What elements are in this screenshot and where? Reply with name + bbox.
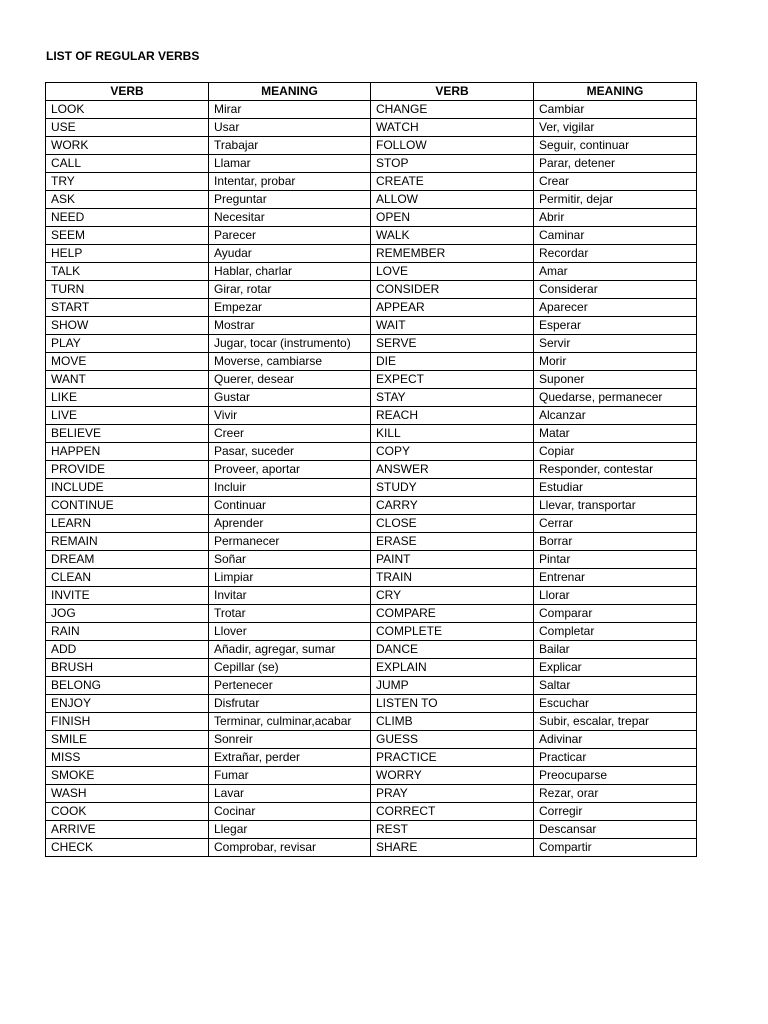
- meaning-cell: Saltar: [534, 677, 697, 695]
- header-meaning-2: MEANING: [534, 83, 697, 101]
- header-verb-2: VERB: [371, 83, 534, 101]
- verb-cell: TURN: [46, 281, 209, 299]
- verb-cell: PROVIDE: [46, 461, 209, 479]
- verb-cell: ANSWER: [371, 461, 534, 479]
- meaning-cell: Adivinar: [534, 731, 697, 749]
- meaning-cell: Preocuparse: [534, 767, 697, 785]
- meaning-cell: Suponer: [534, 371, 697, 389]
- table-row: [46, 461, 697, 479]
- meaning-cell: Rezar, orar: [534, 785, 697, 803]
- verb-cell: LIVE: [46, 407, 209, 425]
- table-body: [46, 101, 697, 857]
- verb-cell: EXPECT: [371, 371, 534, 389]
- meaning-cell: Entrenar: [534, 569, 697, 587]
- verb-cell: FINISH: [46, 713, 209, 731]
- verb-cell: CHANGE: [371, 101, 534, 119]
- verb-cell: HELP: [46, 245, 209, 263]
- verb-cell: DIE: [371, 353, 534, 371]
- verb-cell: BELONG: [46, 677, 209, 695]
- meaning-cell: Parar, detener: [534, 155, 697, 173]
- meaning-cell: Intentar, probar: [209, 173, 371, 191]
- meaning-cell: Seguir, continuar: [534, 137, 697, 155]
- meaning-cell: Hablar, charlar: [209, 263, 371, 281]
- verb-cell: SHOW: [46, 317, 209, 335]
- table-row: [46, 227, 697, 245]
- verb-cell: SEEM: [46, 227, 209, 245]
- meaning-cell: Incluir: [209, 479, 371, 497]
- meaning-cell: Copiar: [534, 443, 697, 461]
- meaning-cell: Llover: [209, 623, 371, 641]
- table-header-row: [46, 83, 697, 101]
- meaning-cell: Ayudar: [209, 245, 371, 263]
- table-row: [46, 767, 697, 785]
- meaning-cell: Servir: [534, 335, 697, 353]
- table-row: [46, 137, 697, 155]
- verb-cell: DREAM: [46, 551, 209, 569]
- table-row: [46, 407, 697, 425]
- verb-cell: PAINT: [371, 551, 534, 569]
- verb-cell: REACH: [371, 407, 534, 425]
- verb-cell: CONSIDER: [371, 281, 534, 299]
- verb-cell: USE: [46, 119, 209, 137]
- table-row: [46, 569, 697, 587]
- verb-cell: BELIEVE: [46, 425, 209, 443]
- verb-cell: CRY: [371, 587, 534, 605]
- verb-cell: SERVE: [371, 335, 534, 353]
- meaning-cell: Comprobar, revisar: [209, 839, 371, 857]
- table-row: [46, 731, 697, 749]
- table-row: [46, 281, 697, 299]
- verb-cell: LOVE: [371, 263, 534, 281]
- verb-cell: STAY: [371, 389, 534, 407]
- meaning-cell: Creer: [209, 425, 371, 443]
- meaning-cell: Pasar, suceder: [209, 443, 371, 461]
- meaning-cell: Proveer, aportar: [209, 461, 371, 479]
- verb-cell: CORRECT: [371, 803, 534, 821]
- meaning-cell: Trotar: [209, 605, 371, 623]
- verb-cell: LOOK: [46, 101, 209, 119]
- meaning-cell: Querer, desear: [209, 371, 371, 389]
- meaning-cell: Usar: [209, 119, 371, 137]
- verb-cell: SMILE: [46, 731, 209, 749]
- meaning-cell: Necesitar: [209, 209, 371, 227]
- verb-cell: STUDY: [371, 479, 534, 497]
- meaning-cell: Esperar: [534, 317, 697, 335]
- meaning-cell: Mirar: [209, 101, 371, 119]
- verb-cell: GUESS: [371, 731, 534, 749]
- meaning-cell: Quedarse, permanecer: [534, 389, 697, 407]
- table-row: [46, 587, 697, 605]
- table-row: [46, 605, 697, 623]
- table-row: [46, 389, 697, 407]
- verb-cell: CONTINUE: [46, 497, 209, 515]
- meaning-cell: Lavar: [209, 785, 371, 803]
- meaning-cell: Soñar: [209, 551, 371, 569]
- meaning-cell: Limpiar: [209, 569, 371, 587]
- meaning-cell: Completar: [534, 623, 697, 641]
- meaning-cell: Bailar: [534, 641, 697, 659]
- meaning-cell: Practicar: [534, 749, 697, 767]
- verb-cell: ASK: [46, 191, 209, 209]
- verb-cell: COOK: [46, 803, 209, 821]
- meaning-cell: Compartir: [534, 839, 697, 857]
- verb-cell: COMPLETE: [371, 623, 534, 641]
- verb-cell: ADD: [46, 641, 209, 659]
- table-row: [46, 155, 697, 173]
- meaning-cell: Recordar: [534, 245, 697, 263]
- table-row: [46, 713, 697, 731]
- meaning-cell: Matar: [534, 425, 697, 443]
- verb-cell: LISTEN TO: [371, 695, 534, 713]
- meaning-cell: Invitar: [209, 587, 371, 605]
- verb-cell: DANCE: [371, 641, 534, 659]
- meaning-cell: Parecer: [209, 227, 371, 245]
- meaning-cell: Crear: [534, 173, 697, 191]
- verb-cell: ALLOW: [371, 191, 534, 209]
- verb-cell: NEED: [46, 209, 209, 227]
- verb-cell: WATCH: [371, 119, 534, 137]
- meaning-cell: Moverse, cambiarse: [209, 353, 371, 371]
- verb-cell: PRAY: [371, 785, 534, 803]
- verb-cell: INCLUDE: [46, 479, 209, 497]
- meaning-cell: Explicar: [534, 659, 697, 677]
- verb-cell: JUMP: [371, 677, 534, 695]
- meaning-cell: Cerrar: [534, 515, 697, 533]
- meaning-cell: Permanecer: [209, 533, 371, 551]
- verb-cell: MOVE: [46, 353, 209, 371]
- verb-cell: EXPLAIN: [371, 659, 534, 677]
- meaning-cell: Abrir: [534, 209, 697, 227]
- meaning-cell: Aparecer: [534, 299, 697, 317]
- meaning-cell: Permitir, dejar: [534, 191, 697, 209]
- verb-cell: CLEAN: [46, 569, 209, 587]
- table-row: [46, 497, 697, 515]
- meaning-cell: Escuchar: [534, 695, 697, 713]
- verb-cell: LEARN: [46, 515, 209, 533]
- table-row: [46, 785, 697, 803]
- table-row: [46, 749, 697, 767]
- verb-cell: SHARE: [371, 839, 534, 857]
- verb-cell: TALK: [46, 263, 209, 281]
- verb-cell: PLAY: [46, 335, 209, 353]
- table-row: [46, 191, 697, 209]
- table-row: [46, 263, 697, 281]
- meaning-cell: Continuar: [209, 497, 371, 515]
- table-row: [46, 353, 697, 371]
- table-row: [46, 335, 697, 353]
- meaning-cell: Empezar: [209, 299, 371, 317]
- header-verb-1: VERB: [46, 83, 209, 101]
- table-row: [46, 425, 697, 443]
- verb-cell: HAPPEN: [46, 443, 209, 461]
- verb-cell: FOLLOW: [371, 137, 534, 155]
- meaning-cell: Borrar: [534, 533, 697, 551]
- verb-cell: CLOSE: [371, 515, 534, 533]
- verb-cell: WAIT: [371, 317, 534, 335]
- meaning-cell: Responder, contestar: [534, 461, 697, 479]
- verb-cell: OPEN: [371, 209, 534, 227]
- table-row: [46, 479, 697, 497]
- verb-cell: COMPARE: [371, 605, 534, 623]
- meaning-cell: Fumar: [209, 767, 371, 785]
- meaning-cell: Extrañar, perder: [209, 749, 371, 767]
- verb-cell: CARRY: [371, 497, 534, 515]
- meaning-cell: Comparar: [534, 605, 697, 623]
- meaning-cell: Cambiar: [534, 101, 697, 119]
- table-row: [46, 533, 697, 551]
- verb-cell: REMEMBER: [371, 245, 534, 263]
- verbs-table: [45, 82, 697, 857]
- table-row: [46, 839, 697, 857]
- meaning-cell: Caminar: [534, 227, 697, 245]
- table-row: [46, 659, 697, 677]
- verb-cell: PRACTICE: [371, 749, 534, 767]
- meaning-cell: Llevar, transportar: [534, 497, 697, 515]
- meaning-cell: Añadir, agregar, sumar: [209, 641, 371, 659]
- verb-cell: REST: [371, 821, 534, 839]
- verb-cell: MISS: [46, 749, 209, 767]
- verb-cell: ERASE: [371, 533, 534, 551]
- meaning-cell: Ver, vigilar: [534, 119, 697, 137]
- meaning-cell: Llorar: [534, 587, 697, 605]
- table-row: [46, 803, 697, 821]
- table-row: [46, 173, 697, 191]
- meaning-cell: Gustar: [209, 389, 371, 407]
- verb-cell: START: [46, 299, 209, 317]
- verb-cell: JOG: [46, 605, 209, 623]
- document-title: LIST OF REGULAR VERBS: [46, 49, 200, 63]
- meaning-cell: Alcanzar: [534, 407, 697, 425]
- verb-cell: WORK: [46, 137, 209, 155]
- meaning-cell: Llegar: [209, 821, 371, 839]
- table-row: [46, 119, 697, 137]
- verb-cell: STOP: [371, 155, 534, 173]
- meaning-cell: Descansar: [534, 821, 697, 839]
- table-row: [46, 371, 697, 389]
- meaning-cell: Considerar: [534, 281, 697, 299]
- verb-cell: INVITE: [46, 587, 209, 605]
- table-row: [46, 695, 697, 713]
- verb-cell: APPEAR: [371, 299, 534, 317]
- meaning-cell: Preguntar: [209, 191, 371, 209]
- verb-cell: ENJOY: [46, 695, 209, 713]
- verb-cell: SMOKE: [46, 767, 209, 785]
- verb-cell: ARRIVE: [46, 821, 209, 839]
- verb-cell: WALK: [371, 227, 534, 245]
- verb-cell: TRY: [46, 173, 209, 191]
- table-row: [46, 623, 697, 641]
- table-row: [46, 641, 697, 659]
- table-row: [46, 821, 697, 839]
- meaning-cell: Terminar, culminar,acabar: [209, 713, 371, 731]
- verb-cell: CREATE: [371, 173, 534, 191]
- table-row: [46, 317, 697, 335]
- verb-cell: CHECK: [46, 839, 209, 857]
- meaning-cell: Vivir: [209, 407, 371, 425]
- meaning-cell: Sonreir: [209, 731, 371, 749]
- table-row: [46, 299, 697, 317]
- meaning-cell: Subir, escalar, trepar: [534, 713, 697, 731]
- meaning-cell: Trabajar: [209, 137, 371, 155]
- verb-cell: KILL: [371, 425, 534, 443]
- meaning-cell: Jugar, tocar (instrumento): [209, 335, 371, 353]
- meaning-cell: Pertenecer: [209, 677, 371, 695]
- meaning-cell: Corregir: [534, 803, 697, 821]
- verb-cell: RAIN: [46, 623, 209, 641]
- meaning-cell: Morir: [534, 353, 697, 371]
- meaning-cell: Aprender: [209, 515, 371, 533]
- verb-cell: TRAIN: [371, 569, 534, 587]
- meaning-cell: Mostrar: [209, 317, 371, 335]
- table-row: [46, 515, 697, 533]
- meaning-cell: Estudiar: [534, 479, 697, 497]
- meaning-cell: Amar: [534, 263, 697, 281]
- verb-cell: WORRY: [371, 767, 534, 785]
- verb-cell: WANT: [46, 371, 209, 389]
- verb-cell: COPY: [371, 443, 534, 461]
- verb-cell: LIKE: [46, 389, 209, 407]
- verb-cell: WASH: [46, 785, 209, 803]
- table-row: [46, 677, 697, 695]
- meaning-cell: Llamar: [209, 155, 371, 173]
- table-row: [46, 101, 697, 119]
- meaning-cell: Disfrutar: [209, 695, 371, 713]
- meaning-cell: Pintar: [534, 551, 697, 569]
- meaning-cell: Girar, rotar: [209, 281, 371, 299]
- table-row: [46, 443, 697, 461]
- table-row: [46, 245, 697, 263]
- verb-cell: CLIMB: [371, 713, 534, 731]
- verb-cell: REMAIN: [46, 533, 209, 551]
- header-meaning-1: MEANING: [209, 83, 371, 101]
- meaning-cell: Cocinar: [209, 803, 371, 821]
- verb-cell: BRUSH: [46, 659, 209, 677]
- verb-cell: CALL: [46, 155, 209, 173]
- table-row: [46, 209, 697, 227]
- table-row: [46, 551, 697, 569]
- meaning-cell: Cepillar (se): [209, 659, 371, 677]
